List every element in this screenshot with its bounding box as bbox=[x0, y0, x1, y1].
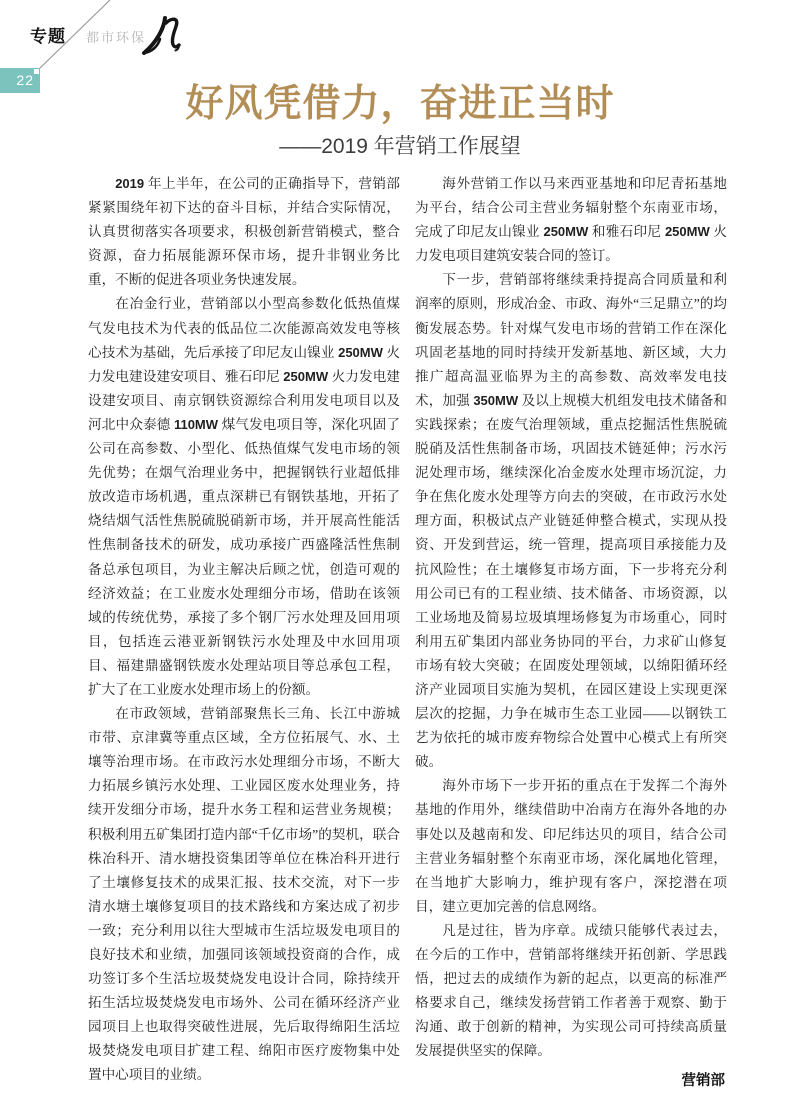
article-signature: 营销部 bbox=[681, 1073, 725, 1090]
page-number: 22 bbox=[16, 72, 34, 88]
paragraph: 2019 年上半年，在公司的正确指导下，营销部紧紧围绕年初下达的奋斗目标，并结合实际情况，认真贯彻落实各项要求，积极创新营销模式，整合资源，奋力拓展能源环保市场，提升非钢业务比重，不断的促进各项业务快速发展。 bbox=[88, 176, 400, 288]
magazine-name: 都市环保 bbox=[86, 30, 147, 45]
page-tab-notch bbox=[34, 69, 39, 74]
paragraph: 凡是过往，皆为序章。成绩只能够代表过去，在今后的工作中，营销部将继续开拓创新、学思践悟，把过去的成绩作为新的起点，以更高的标准严格要求自己，继续发扬营销工作者善于观察、勤于沟通、敢于创新的精神，为实现公司可持续高质量发展提供坚实的保障。 bbox=[415, 922, 727, 1059]
paragraph: 海外市场下一步开拓的重点在于发挥二个海外基地的作用外，继续借助中冶南方在海外各地的办事处以及越南和发、印尼纬达贝的项目，结合公司主营业务辐射整个东南亚市场，深化属地化管理，在当地扩大影响力，维护现有客户，深挖潜在项目，建立更加完善的信息网络。 bbox=[415, 778, 727, 914]
article-body bbox=[88, 172, 727, 1090]
article-title: 好风凭借力，奋进正当时 bbox=[185, 83, 615, 125]
paragraph: 在市政领域，营销部聚焦长三角、长江中游城市带、京津冀等重点区域，全方位拓展气、水、土壤等治理市场。在市政污水处理细分市场，不断大力拓展乡镇污水处理、工业园区废水处理业务，持续开发细分市场，提升水务工程和运营业务规模；积极利用五矿集团打造内部“千亿市场”的契机，联合株冶科开、清水塘投资集团等单位在株冶科开进行了土壤修复技术的成果汇报、技术交流，对下一步清水塘土壤修复项目的技术路线和方案达成了初步一致；充分利用以往大型城市生活垃圾发电项目的良好技术和业绩，加强同该领域投资商的合作，成功签订多个生活垃圾焚烧发电设计合同，除持续开拓生活垃圾焚烧发电市场外、公司在循环经济产业园项目上也取得突破性进展，先后取得绵阳生活垃圾焚烧发电项目扩建工程、绵阳市医疗废物集中处置中心项目的业绩。 bbox=[88, 706, 400, 1083]
paragraph: 海外营销工作以马来西亚基地和印尼青拓基地为平台，结合公司主营业务辐射整个东南亚市场，完成了印尼友山镍业 250MW 和雅石印尼 250MW 火力发电项目建筑安装合同的签订。 bbox=[415, 176, 727, 264]
article-column-right bbox=[415, 172, 727, 1090]
paragraph: 下一步，营销部将继续秉持提高合同质量和利润率的原则，形成冶金、市政、海外“三足鼎立”的均衡发展态势。针对煤气发电市场的营销工作在深化巩固老基地的同时持续开发新基地、新区域，大力推广超高温亚临界为主的高参数、高效率发电技术，加强 350MW 及以上规模大机组发电技术储备和实践探索；在废气治理领域，重点挖掘活性焦脱硫脱硝及活性焦制备市场，巩固技术链延伸；污水污泥处理市场，继续深化冶金废水处理市场沉淀，力争在焦化废水处理等方向去的突破，在市政污水处理方面，积极试点产业链延伸整合模式，实现从投资、开发到营运，统一管理，提高项目承接能力及抗风险性；在土壤修复市场方面，下一步将充分利用公司已有的工程业绩、技术储备、市场资源，以工业场地及简易垃圾填埋场修复为市场重心，同时利用五矿集团内部业务协同的平台，力求矿山修复市场有较大突破；在固废处理领域，以绵阳循环经济产业园项目实施为契机，在园区建设上实现更深层次的挖掘，力争在城市生态工业园——以钢铁工艺为依托的城市废弃物综合处置中心模式上有所突破。 bbox=[415, 272, 727, 770]
section-label: 专题 bbox=[30, 27, 66, 46]
article-subtitle: ——2019 年营销工作展望 bbox=[279, 135, 521, 158]
article-column-left bbox=[88, 172, 400, 1088]
fan-calligraphy-logo-icon bbox=[138, 13, 182, 63]
paragraph: 在冶金行业，营销部以小型高参数化低热值煤气发电技术为代表的低品位二次能源高效发电等核心技术为基础，先后承接了印尼友山镍业 250MW 火力发电建设建安项目、雅石印尼 250MW 火力发电建设建安项目、南京钢铁资源综合利用发电项目以及河北中众泰德 110MW 煤气发电项目等，深化巩固了公司在高参数、小型化、低热值煤气发电市场的领先优势；在烟气治理业务中，把握钢铁行业超低排放改造市场机遇，重点深耕已有钢铁基地，开拓了烧结烟气活性焦脱硫脱硝新市场，并开展高性能活性焦制备技术的研发，成功承接广西盛隆活性焦制备总承包项目，为业主解决后顾之忧，创造可观的经济效益；在工业废水处理细分市场，借助在该领域的传统优势，承接了多个钢厂污水处理及回用项目，包括连云港亚新钢铁污水处理及中水回用项目、福建鼎盛钢铁废水处理站项目等总承包工程，扩大了在工业废水处理市场上的份额。 bbox=[88, 296, 400, 697]
